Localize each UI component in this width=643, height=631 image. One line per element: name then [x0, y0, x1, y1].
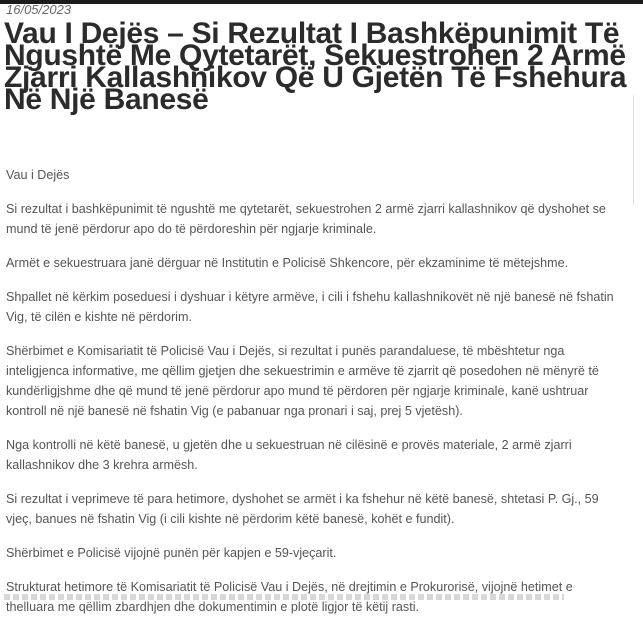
article-paragraph: Si rezultat i bashkëpunimit të ngushtë me qytetarët, sekuestrohen 2 armë zjarri kallashnikov që dyshohet se mund të jenë përdorur apo do të përdoreshin për ngjarje kriminale.	[6, 202, 606, 236]
article-paragraph: Nga kontrolli në këtë banesë, u gjetën dhe u sekuestruan në cilësinë e provës materiale, 2 armë zjarri kallashnikov dhe 3 krehra armësh.	[6, 438, 572, 472]
article-paragraph: Shpallet në kërkim poseduesi i dyshuar i këtyre armëve, i cili i fshehu kallashnikovët në një banesë në fshatin Vig, të cilën e kishte në përdorim.	[6, 290, 614, 324]
article-paragraph: Armët e sekuestruara janë dërguar në Institutin e Policisë Shkencore, për ekzaminime të mëtejshme.	[6, 256, 569, 270]
article-title: Vau I Dejës – Si Rezultat I Bashkëpunimit Të Ngushtë Me Qytetarët, Sekuestrohen 2 Armë Zjarri Kallashnikov Që U Gjetën Të Fshehura Në Një Banesë	[4, 17, 627, 116]
article-body	[6, 165, 618, 631]
article-paragraph: Shërbimet e Komisariatit të Policisë Vau i Dejës, si rezultat i punës parandaluese, të mbështetur nga inteligjenca informative, me qëllim gjetjen dhe sekuestrimin e armëve të zjarrit që posedohen në mënyrë të kundërligjshme dhe që mund të jenë përdorur apo mund të përdoren për ngjarje kriminale, kanë ushtruar kontroll në një banesë në fshatin Vig (e pabanuar nga pronari i saj, prej 5 vjetësh).	[6, 344, 599, 418]
article-paragraph: Shërbimet e Policisë vijojnë punën për kapjen e 59-vjeçarit.	[6, 546, 337, 560]
article-paragraph: Vau i Dejës	[6, 168, 70, 182]
truncated-next-paragraph	[4, 594, 564, 600]
sidebar-divider	[633, 95, 634, 205]
publish-date: 16/05/2023	[6, 2, 72, 17]
top-bar	[0, 0, 643, 4]
article-paragraph: Strukturat hetimore të Komisariatit të Policisë Vau i Dejës, në drejtimin e Prokurorisë, vijojnë hetimet e thelluara me qëllim zbardhjen dhe dokumentimin e plotë ligjor të këtij rasti.	[6, 580, 573, 614]
article-paragraph: Si rezultat i veprimeve të para hetimore, dyshohet se armët i ka fshehur në këtë banesë, shtetasi P. Gj., 59 vjeç, banues në fshatin Vig (i cili kishte në përdorim këtë banesë, kohët e fundit).	[6, 492, 599, 526]
